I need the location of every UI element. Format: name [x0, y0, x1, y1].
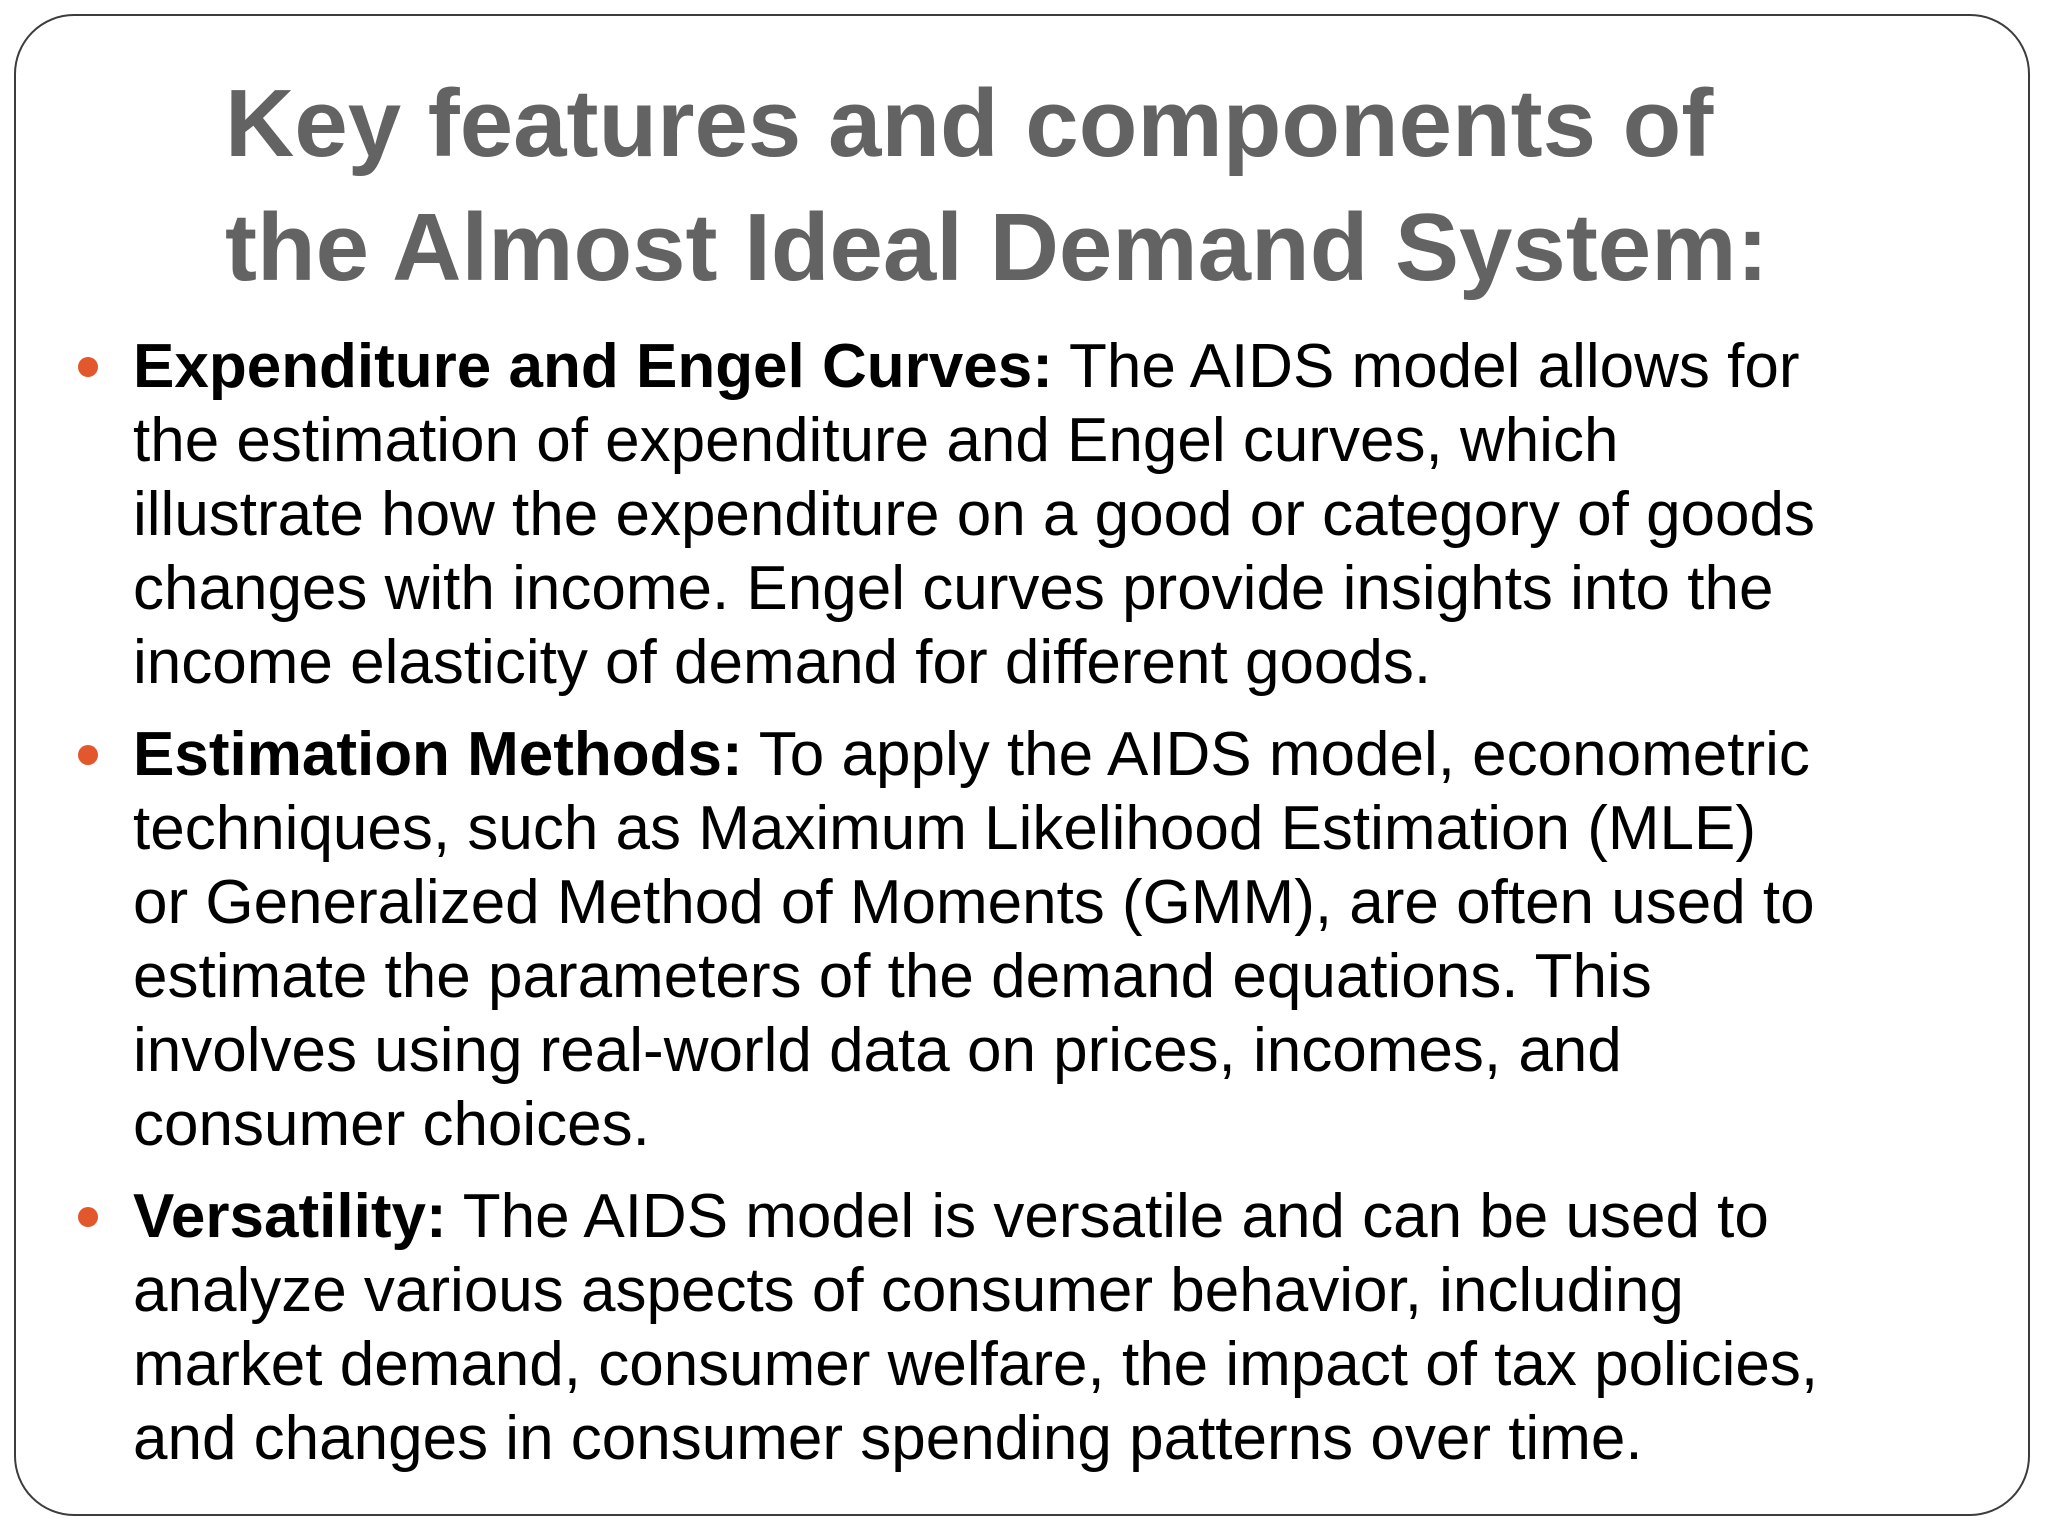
- bullet-text: The AIDS model is versatile and can be used to: [446, 1182, 1769, 1251]
- bullet-text-line: market demand, consumer welfare, the impact of tax policies,: [133, 1330, 1819, 1399]
- bullet-text-line: estimate the parameters of the demand equations. This: [133, 942, 1652, 1011]
- bullet-term: Estimation Methods:: [133, 720, 743, 789]
- bullet-text: The AIDS model allows for: [1052, 332, 1800, 401]
- bullet-dot-icon: [78, 1207, 98, 1227]
- bullet-text-line: techniques, such as Maximum Likelihood Estimation (MLE): [133, 794, 1757, 863]
- bullet-text-line: the estimation of expenditure and Engel curves, which: [133, 406, 1619, 475]
- bullet-text-line: consumer choices.: [133, 1090, 650, 1159]
- slide-title-line-1: Key features and components of: [225, 70, 1714, 177]
- bullet-text-line: or Generalized Method of Moments (GMM), are often used to: [133, 868, 1815, 937]
- bullet-text: To apply the AIDS model, econometric: [742, 720, 1810, 789]
- bullet-dot-icon: [78, 357, 98, 377]
- bullet-term: Expenditure and Engel Curves:: [133, 332, 1053, 401]
- bullet-text-line: changes with income. Engel curves provide insights into the: [133, 554, 1774, 623]
- bullet-text-line: [133, 1180, 2013, 1254]
- bullet-list: [133, 330, 2013, 1494]
- slide-title: [225, 62, 1945, 310]
- bullet-expenditure-engel-curves: [133, 330, 2013, 700]
- bullet-text-line: [133, 330, 2013, 404]
- bullet-estimation-methods: [133, 718, 2013, 1162]
- bullet-term: Versatility:: [133, 1182, 447, 1251]
- bullet-text-line: illustrate how the expenditure on a good or category of goods: [133, 480, 1815, 549]
- bullet-text-line: income elasticity of demand for different goods.: [133, 628, 1432, 697]
- bullet-text-line: involves using real-world data on prices, incomes, and: [133, 1016, 1622, 1085]
- bullet-text-line: [133, 718, 2013, 792]
- bullet-text-line: and changes in consumer spending patterns over time.: [133, 1404, 1643, 1473]
- slide-title-line-2: the Almost Ideal Demand System:: [225, 194, 1769, 301]
- bullet-dot-icon: [78, 745, 98, 765]
- bullet-versatility: [133, 1180, 2013, 1476]
- bullet-text-line: analyze various aspects of consumer behavior, including: [133, 1256, 1684, 1325]
